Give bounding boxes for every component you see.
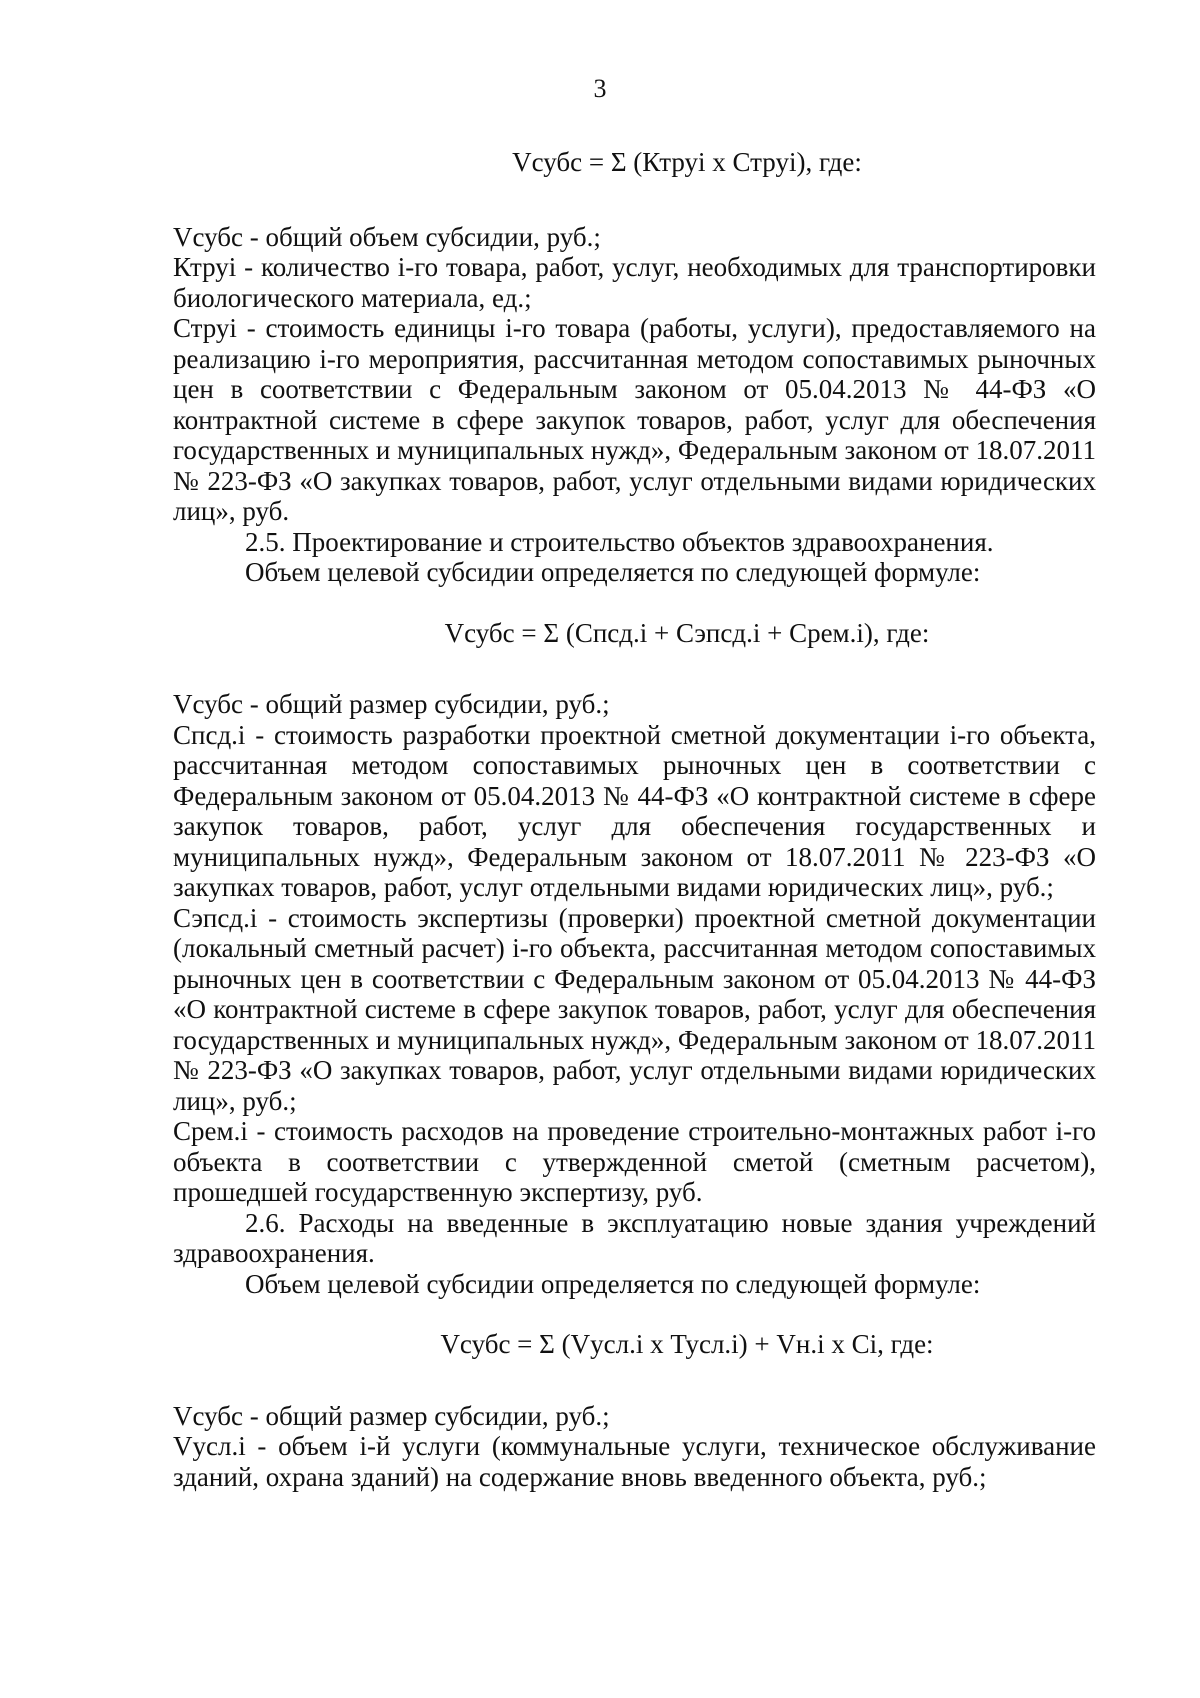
definition-stru: Струi - стоимость единицы i-го товара (работы, услуги), предоставляемого на реализацию i-го мероприятия, рассчитанная методом сопоставимых рыночных цен в соответствии с Федеральным законом от 05.04.2013 № 44-ФЗ «О контрактной системе в сфере закупок товаров, работ, услуг для обеспечения государственных и муниципальных нужд», Федеральным законом от 18.07.2011 № 223-ФЗ «О закупках товаров, работ, услуг отдельными видами юридических лиц», руб. [173,313,1096,526]
definition-vsubs-1: Vсубс - общий объем субсидии, руб.; [173,221,601,252]
formula-spsd: Vсубс = Σ (Спсд.i + Сэпсд.i + Срем.i), где: [444,617,930,648]
section-2-6-intro: Объем целевой субсидии определяется по следующей формуле: [245,1268,981,1299]
formula-vusl: Vсубс = Σ (Vусл.i х Тусл.i) + Vн.i х Сi, где: [440,1329,934,1359]
section-2-6-heading: 2.6. Расходы на введенные в эксплуатацию новые здания учреждений здравоохранения. [173,1207,1096,1268]
definition-spsd: Спсд.i - стоимость разработки проектной сметной документации i-го объекта, рассчитанная методом сопоставимых рыночных цен в соответствии с Федеральным законом от 05.04.2013 № 44-ФЗ «О контрактной системе в сфере закупок товаров, работ, услуг для обеспечения государственных и муниципальных нужд», Федеральным законом от 18.07.2011 № 223-ФЗ «О закупках товаров, работ, услуг отдельными видами юридических лиц», руб.; [173,719,1096,902]
formula-ktru: Vсубс = Σ (Ктруi х Струi), где: [512,147,862,177]
definition-vsubs-3: Vсубс - общий размер субсидии, руб.; [173,1400,610,1431]
definition-ktru: Ктруi - количество i-го товара, работ, услуг, необходимых для транспортировки биологического материала, ед.; [173,252,1096,313]
document-body [173,147,1096,1492]
section-2-5-intro: Объем целевой субсидии определяется по следующей формуле: [245,557,981,587]
definition-vsubs-2: Vсубс - общий размер субсидии, руб.; [173,689,610,719]
page-number: 3 [593,74,607,103]
definition-vusl: Vусл.i - объем i-й услуги (коммунальные услуги, техническое обслуживание зданий, охрана зданий) на содержание вновь введенного объекта, руб.; [173,1431,1096,1492]
definition-srem: Срем.i - стоимость расходов на проведение строительно-монтажных работ i-го объекта в соответствии с утвержденной сметой (сметным расчетом), прошедшей государственную экспертизу, руб. [173,1116,1096,1207]
definition-sepsd: Сэпсд.i - стоимость экспертизы (проверки) проектной сметной документации (локальный сметный расчет) i-го объекта, рассчитанная методом сопоставимых рыночных цен в соответствии с Федеральным законом от 05.04.2013 № 44-ФЗ «О контрактной системе в сфере закупок товаров, работ, услуг для обеспечения государственных и муниципальных нужд», Федеральным законом от 18.07.2011 № 223-ФЗ «О закупках товаров, работ, услуг отдельными видами юридических лиц», руб.; [173,902,1096,1116]
section-2-5-heading: 2.5. Проектирование и строительство объектов здравоохранения. [245,526,994,557]
